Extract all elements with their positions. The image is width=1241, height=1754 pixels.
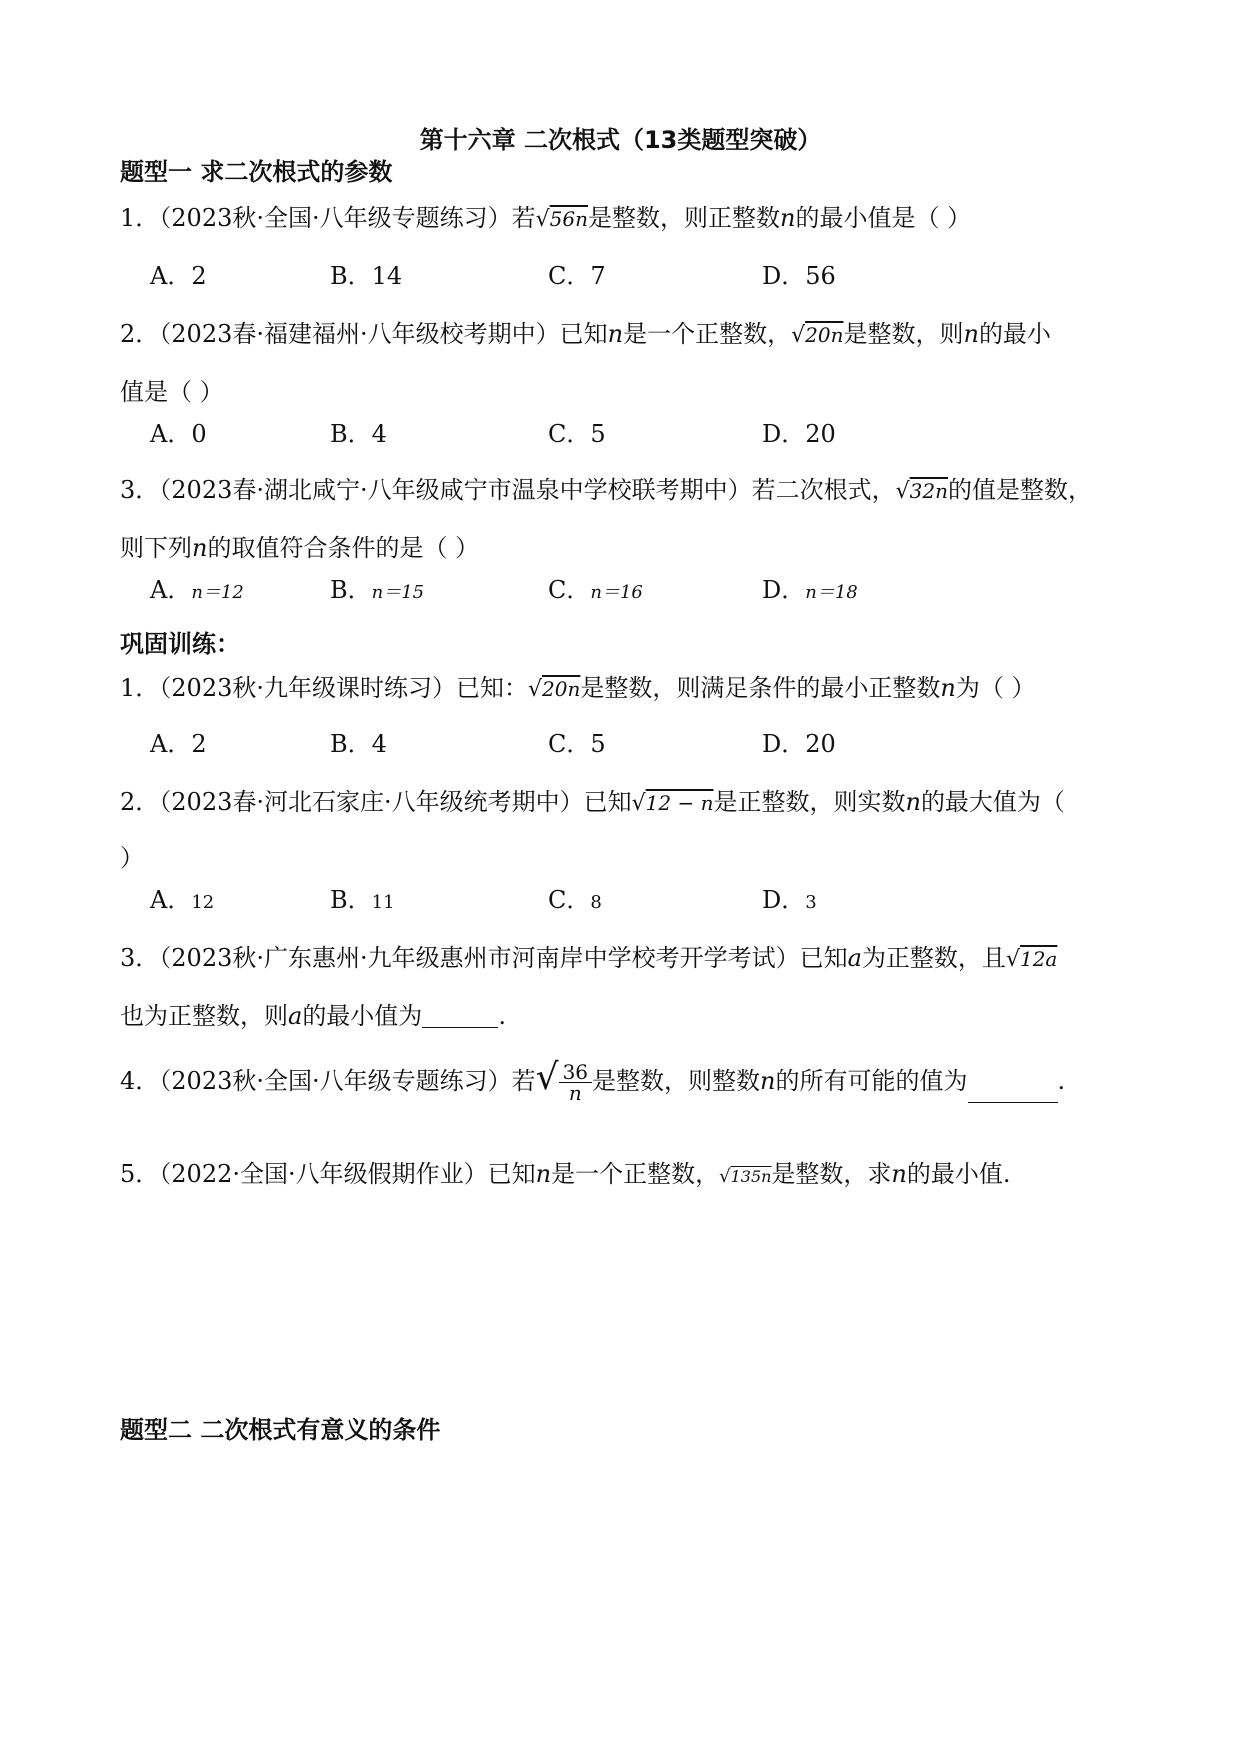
question-number: 2． [120, 788, 160, 816]
question-number: 2． [120, 320, 160, 348]
question-text-tail: 的所有可能的值为 [775, 1067, 968, 1095]
question-text: 也为正整数，则 [120, 1002, 288, 1030]
option-a: A．2 [150, 262, 207, 290]
variable: n [963, 320, 979, 348]
question-source: （2023秋·广东惠州·九年级惠州市河南岸中学校考开学考试）已知 [159, 944, 848, 972]
variable: a [288, 1002, 303, 1030]
option-d: D．56 [762, 262, 836, 290]
radical-sign: √ [528, 677, 543, 702]
question-number: 5． [120, 1160, 160, 1188]
page-title: 第十六章 二次根式（13类题型突破） [419, 126, 822, 154]
question-text: 则下列 [120, 534, 192, 562]
variable: n [905, 788, 921, 816]
question-text: 是正整数，则实数 [713, 788, 906, 816]
option-value: n＝12 [191, 582, 244, 603]
option-value: n＝16 [590, 582, 643, 603]
option-a [150, 888, 214, 912]
question-text-tail: 的最小值是（ ） [795, 204, 972, 232]
question-2 [120, 322, 1051, 347]
question-source: （2023秋·全国·八年级专题练习）若 [159, 1067, 536, 1095]
practice-2-line-2: ） [120, 844, 144, 872]
radicand: 12a [1019, 947, 1058, 971]
variable: n [535, 1160, 552, 1188]
fraction-numerator: 36 [559, 1062, 592, 1083]
option-a [150, 578, 244, 602]
fraction-denominator: n [568, 1081, 582, 1105]
question-source: （2023春·河北石家庄·八年级统考期中）已知 [159, 788, 632, 816]
option-label: B． [330, 576, 372, 604]
question-text: 是整数，则满足条件的最小正整数 [580, 674, 941, 702]
question-1 [120, 206, 971, 231]
radical-sign: √ [535, 207, 550, 232]
option-value: 8 [590, 892, 602, 913]
question-source: （2022·全国·八年级假期作业）已知 [159, 1160, 536, 1188]
variable: n [940, 674, 956, 702]
question-text-tail: 为（ ） [955, 674, 1036, 702]
answer-blank [422, 1005, 498, 1028]
option-d [762, 888, 817, 912]
option-d: D．20 [762, 730, 836, 758]
section-heading-3: 题型二 二次根式有意义的条件 [120, 1416, 441, 1444]
question-number: 4． [120, 1067, 160, 1095]
question-text: 是整数，则整数 [592, 1067, 761, 1095]
question-text: 是整数，求 [771, 1160, 892, 1188]
option-c: C．5 [548, 420, 606, 448]
option-label: D． [762, 886, 806, 914]
question-number: 1． [120, 674, 160, 702]
question-text: 是一个正整数， [551, 1160, 720, 1188]
radicand: 12 − n [645, 791, 714, 815]
radicand: 135n [730, 1167, 772, 1186]
variable: n [891, 1160, 907, 1188]
option-b [330, 888, 395, 912]
question-2-line-2: 值是（ ） [120, 378, 224, 406]
option-c: C．7 [548, 262, 606, 290]
option-b: B．14 [330, 262, 403, 290]
radicand: 56n [549, 207, 588, 231]
question-number: 3． [120, 944, 160, 972]
radical-sign: √ [719, 1166, 731, 1187]
practice-1 [120, 676, 1035, 701]
option-c [548, 578, 643, 602]
option-c [548, 888, 602, 912]
answer-blank [968, 1080, 1058, 1103]
question-source: （2023春·湖北咸宁·八年级咸宁市温泉中学校联考期中）若二次根式， [159, 476, 896, 504]
period: . [1057, 1067, 1066, 1095]
option-label: A． [150, 886, 192, 914]
variable: a [847, 944, 862, 972]
radical-sign: √ [791, 323, 806, 348]
question-text: 的值是整数， [948, 476, 1092, 504]
question-text: 为正整数，且 [861, 944, 1006, 972]
question-text: 的取值符合条件的是（ ） [207, 534, 480, 562]
question-number: 1． [120, 204, 160, 232]
question-text: 的最小 [978, 320, 1051, 348]
option-b: B．4 [330, 730, 387, 758]
question-text-tail: 的最大值为（ [920, 788, 1065, 816]
question-text-tail: 的最小值. [906, 1160, 1011, 1188]
question-text: 是整数，则正整数 [588, 204, 780, 232]
option-value: 3 [805, 892, 817, 913]
option-label: D． [762, 576, 806, 604]
variable: n [760, 1067, 776, 1095]
question-3 [120, 478, 1092, 503]
question-text: 是一个正整数， [623, 320, 792, 348]
radical-sign: √ [535, 1057, 559, 1098]
question-text: 是整数，则 [843, 320, 964, 348]
fraction [559, 1062, 592, 1103]
option-value: 11 [371, 892, 395, 913]
practice-5 [120, 1162, 1011, 1186]
practice-3-line-2 [120, 1004, 506, 1028]
option-value: n＝15 [371, 582, 425, 603]
option-value: n＝18 [805, 582, 858, 603]
radical-sign: √ [631, 791, 646, 816]
question-source: （2023秋·全国·八年级专题练习）若 [159, 204, 536, 232]
question-text: 的最小值为 [302, 1002, 423, 1030]
question-3-line-2 [120, 536, 479, 560]
option-b: B．4 [330, 420, 387, 448]
option-label: A． [150, 576, 192, 604]
option-label: C． [548, 576, 591, 604]
question-source: （2023春·福建福州·八年级校考期中）已知 [159, 320, 608, 348]
section-heading-2: 巩固训练： [120, 630, 240, 658]
option-a: A．0 [150, 420, 207, 448]
option-c: C．5 [548, 730, 606, 758]
radicand: 20n [805, 323, 844, 347]
radical-sign: √ [1005, 947, 1020, 972]
radicand: 20n [542, 677, 581, 701]
option-value: 12 [191, 892, 215, 913]
option-label: B． [330, 886, 372, 914]
option-d: D．20 [762, 420, 836, 448]
option-a: A．2 [150, 730, 207, 758]
variable: n [192, 534, 208, 562]
question-source: （2023秋·九年级课时练习）已知： [159, 674, 528, 702]
section-heading-1: 题型一 求二次根式的参数 [120, 158, 393, 186]
option-b [330, 578, 424, 602]
practice-3 [120, 946, 1057, 971]
radicand: 32n [909, 479, 948, 503]
practice-2 [120, 790, 1065, 815]
option-label: C． [548, 886, 591, 914]
option-d [762, 578, 858, 602]
question-number: 3． [120, 476, 160, 504]
radical-sign: √ [895, 479, 910, 504]
variable: n [780, 204, 796, 232]
variable: n [607, 320, 624, 348]
period: . [498, 1002, 506, 1030]
practice-4 [120, 1057, 1066, 1105]
